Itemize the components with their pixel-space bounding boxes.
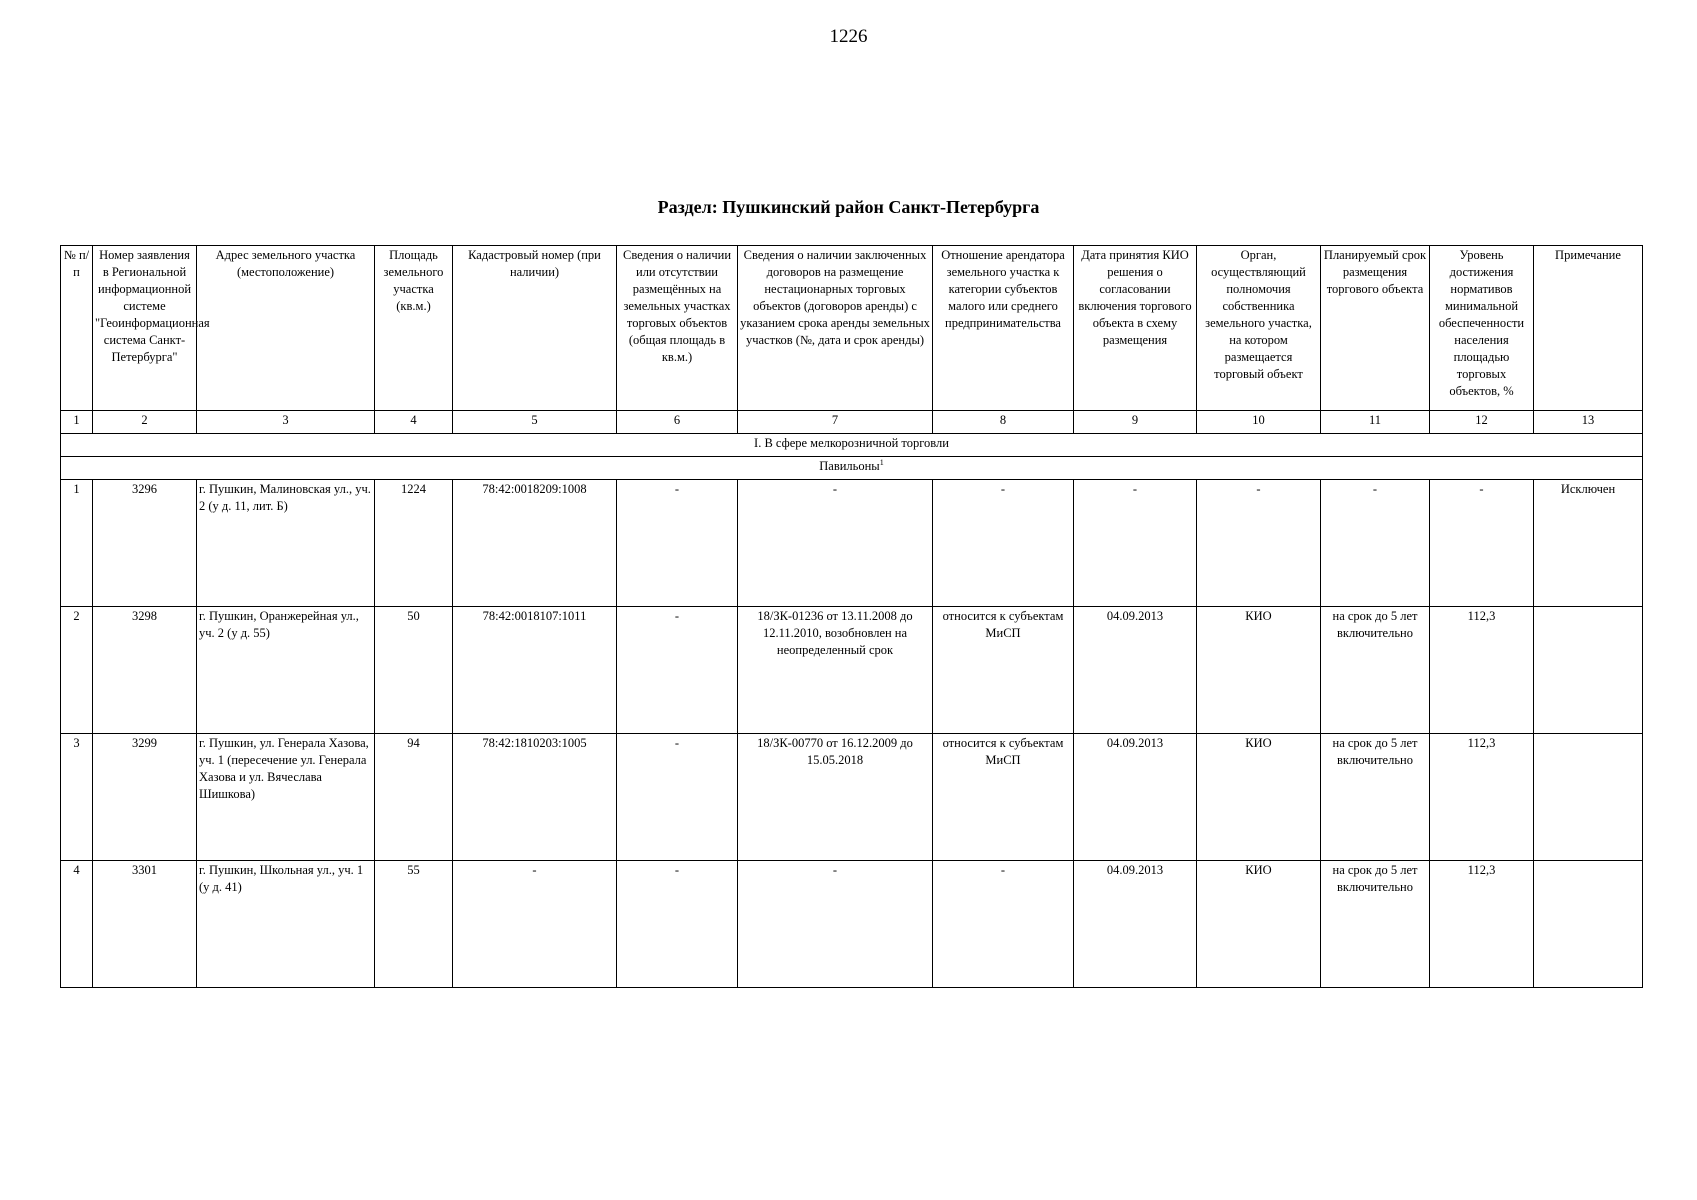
column-header: Дата принятия КИО решения о согласовании включения торгового объекта в схему размещения xyxy=(1074,246,1197,411)
cell-existing-objects: - xyxy=(617,607,738,734)
header-row xyxy=(61,246,1643,411)
cell-term: на срок до 5 лет включительно xyxy=(1321,734,1430,861)
table-row xyxy=(61,861,1643,988)
cell-application: 3299 xyxy=(93,734,197,861)
column-header: № п/п xyxy=(61,246,93,411)
cell-authority: КИО xyxy=(1197,607,1321,734)
column-number-row xyxy=(61,411,1643,434)
cell-decision-date: 04.09.2013 xyxy=(1074,607,1197,734)
page-number: 1226 xyxy=(829,26,868,47)
column-header: Адрес земельного участка (местоположение) xyxy=(197,246,375,411)
cell-authority: - xyxy=(1197,480,1321,607)
cell-area: 50 xyxy=(375,607,453,734)
cell-note: Исключен xyxy=(1534,480,1643,607)
section-title: Раздел: Пушкинский район Санкт-Петербурга xyxy=(657,197,1040,217)
cell-address: г. Пушкин, Малиновская ул., уч. 2 (у д. 11, лит. Б) xyxy=(197,480,375,607)
column-number: 1 xyxy=(61,411,93,434)
subgroup-cell xyxy=(61,457,1643,480)
cell-existing-objects: - xyxy=(617,480,738,607)
group-title: I. В сфере мелкорозничной торговли xyxy=(61,434,1643,457)
cell-existing-objects: - xyxy=(617,734,738,861)
column-number: 10 xyxy=(1197,411,1321,434)
cell-level: 112,3 xyxy=(1430,861,1534,988)
cell-decision-date: - xyxy=(1074,480,1197,607)
cell-note xyxy=(1534,734,1643,861)
column-number: 5 xyxy=(453,411,617,434)
column-number: 2 xyxy=(93,411,197,434)
cell-existing-objects: - xyxy=(617,861,738,988)
column-number: 11 xyxy=(1321,411,1430,434)
column-header: Планируемый срок размещения торгового объекта xyxy=(1321,246,1430,411)
column-number: 4 xyxy=(375,411,453,434)
cell-authority: КИО xyxy=(1197,861,1321,988)
column-header: Площадь земельного участка (кв.м.) xyxy=(375,246,453,411)
cell-contracts: 18/ЗК-00770 от 16.12.2009 до 15.05.2018 xyxy=(738,734,933,861)
cell-smb: - xyxy=(933,480,1074,607)
cell-application: 3298 xyxy=(93,607,197,734)
subgroup-title: Павильоны xyxy=(819,459,880,473)
cell-cadastral: 78:42:0018209:1008 xyxy=(453,480,617,607)
column-number: 6 xyxy=(617,411,738,434)
registry-table xyxy=(60,245,1643,988)
cell-contracts: 18/ЗК-01236 от 13.11.2008 до 12.11.2010, возобновлен на неопределенный срок xyxy=(738,607,933,734)
subgroup-row xyxy=(61,457,1643,480)
cell-n: 3 xyxy=(61,734,93,861)
cell-authority: КИО xyxy=(1197,734,1321,861)
column-header: Кадастровый номер (при наличии) xyxy=(453,246,617,411)
cell-level: 112,3 xyxy=(1430,607,1534,734)
table-body xyxy=(61,480,1643,988)
cell-address: г. Пушкин, Школьная ул., уч. 1 (у д. 41) xyxy=(197,861,375,988)
cell-n: 4 xyxy=(61,861,93,988)
column-header: Номер заявления в Региональной информационной системе "Геоинформационная система Санкт-Петербурга" xyxy=(93,246,197,411)
cell-decision-date: 04.09.2013 xyxy=(1074,734,1197,861)
cell-application: 3296 xyxy=(93,480,197,607)
cell-contracts: - xyxy=(738,480,933,607)
cell-smb: - xyxy=(933,861,1074,988)
cell-note xyxy=(1534,861,1643,988)
cell-term: на срок до 5 лет включительно xyxy=(1321,607,1430,734)
table-row xyxy=(61,607,1643,734)
cell-area: 55 xyxy=(375,861,453,988)
column-number: 13 xyxy=(1534,411,1643,434)
column-number: 3 xyxy=(197,411,375,434)
cell-level: 112,3 xyxy=(1430,734,1534,861)
column-header: Орган, осуществляющий полномочия собственника земельного участка, на котором размещается торговый объект xyxy=(1197,246,1321,411)
cell-n: 1 xyxy=(61,480,93,607)
cell-address: г. Пушкин, Оранжерейная ул., уч. 2 (у д. 55) xyxy=(197,607,375,734)
cell-application: 3301 xyxy=(93,861,197,988)
cell-note xyxy=(1534,607,1643,734)
cell-area: 94 xyxy=(375,734,453,861)
cell-smb: относится к субъектам МиСП xyxy=(933,734,1074,861)
column-number: 12 xyxy=(1430,411,1534,434)
table-row xyxy=(61,480,1643,607)
column-header: Отношение арендатора земельного участка к категории субъектов малого или среднего предпринимательства xyxy=(933,246,1074,411)
column-header: Сведения о наличии или отсутствии размещённых на земельных участках торговых объектов (общая площадь в кв.м.) xyxy=(617,246,738,411)
column-number: 7 xyxy=(738,411,933,434)
column-header: Сведения о наличии заключенных договоров на размещение нестационарных торговых объектов (договоров аренды) с указанием срока аренды земельных участков (№, дата и срок аренды) xyxy=(738,246,933,411)
cell-cadastral: 78:42:1810203:1005 xyxy=(453,734,617,861)
cell-term: - xyxy=(1321,480,1430,607)
column-header: Уровень достижения нормативов минимальной обеспеченности населения площадью торговых объектов, % xyxy=(1430,246,1534,411)
group-row xyxy=(61,434,1643,457)
column-number: 9 xyxy=(1074,411,1197,434)
cell-level: - xyxy=(1430,480,1534,607)
cell-smb: относится к субъектам МиСП xyxy=(933,607,1074,734)
cell-term: на срок до 5 лет включительно xyxy=(1321,861,1430,988)
cell-decision-date: 04.09.2013 xyxy=(1074,861,1197,988)
cell-contracts: - xyxy=(738,861,933,988)
table-row xyxy=(61,734,1643,861)
cell-cadastral: - xyxy=(453,861,617,988)
column-header: Примечание xyxy=(1534,246,1643,411)
column-number: 8 xyxy=(933,411,1074,434)
footnote-marker: 1 xyxy=(879,457,884,467)
cell-cadastral: 78:42:0018107:1011 xyxy=(453,607,617,734)
cell-address: г. Пушкин, ул. Генерала Хазова, уч. 1 (пересечение ул. Генерала Хазова и ул. Вячеслава Шишкова) xyxy=(197,734,375,861)
cell-area: 1224 xyxy=(375,480,453,607)
cell-n: 2 xyxy=(61,607,93,734)
